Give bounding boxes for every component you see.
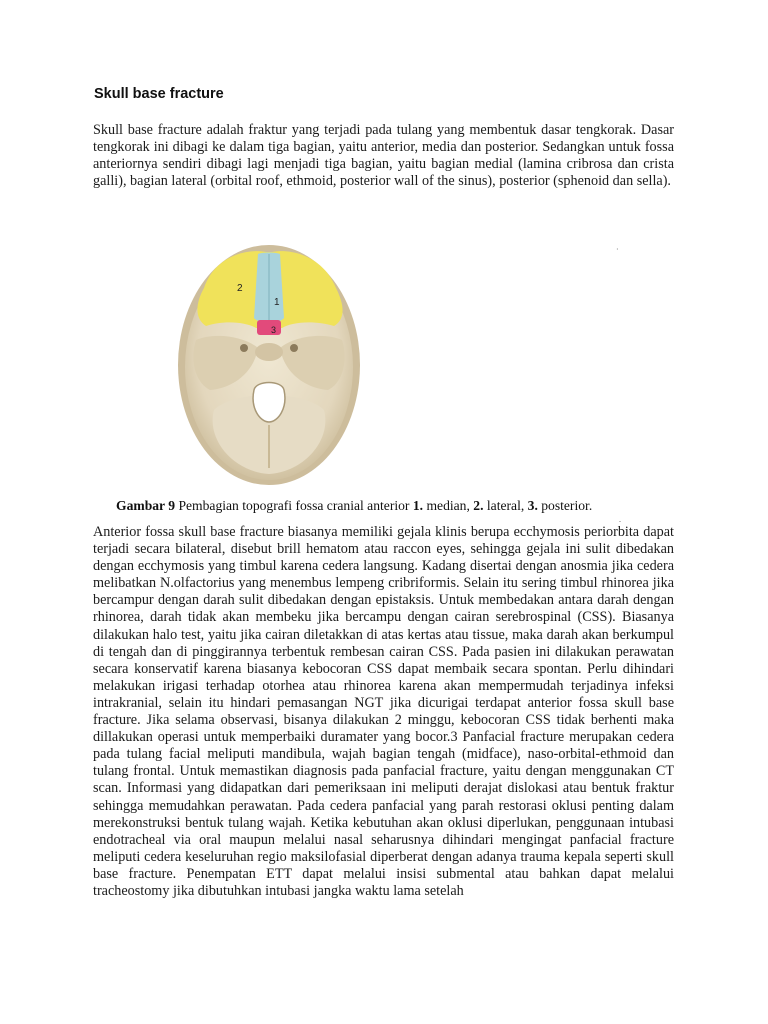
section-heading: Skull base fracture xyxy=(94,86,224,102)
stray-mark: · xyxy=(616,245,619,254)
posterior-fossa-region xyxy=(257,320,281,335)
caption-n1: 1. xyxy=(412,498,424,513)
figure-caption xyxy=(116,498,592,514)
caption-n2: 2. xyxy=(473,498,484,513)
body-paragraph: Anterior fossa skull base fracture biasanya memiliki gejala klinis berupa ecchymosis periorbita dapat terjadi secara bilateral, disebut brill hematom atau raccon eyes, sehingga gejala ini sulit dibedakan dengan ecchymosis yang timbul karena cedera langsung. Kadang disertai dengan anosmia jika cedera melibatkan N.olfactorius yang menembus lempeng cribriformis. Selain itu sering timbul rhinorea jika bercampur dengan darah sulit dibedakan dengan epistaksis. Untuk membedakan antara darah dengan rhinorea, darah tidak akan membeku jika bercampu dengan cairan serebrospinal (CSS). Biasanya dilakukan halo test, yaitu jika cairan diletakkan di atas kertas atau tissue, maka darah akan berkumpul di tengah dan di pinggirannya terbentuk rembesan cairan CSS. Pada pasien ini dilakukan perawatan secara konservatif karena biasanya kebocoran CSS dapat membaik secara spontan. Perlu dihindari melakukan irigasi terhadap otorhea atau rhinorea karena akan mempermudah terjadinya infeksi intrakranial, selain itu hindari pemasangan NGT jika dicurigai terdapat anterior fossa skull base fracture. Jika selama observasi, bisanya dilakukan 2 minggu, kebocoran CSS tidak berhenti maka dillakukan operasi untuk memperbaiki duramater yang bocor.3 Panfacial fracture merupakan cedera pada tulang facial meliputi mandibula, wajah bagian tengah (midface), naso-orbital-ethmoid dan tulang frontal. Untuk memastikan diagnosis pada panfacial fracture, yaitu dengan menggunakan CT scan. Informasi yang didapatkan dari pemeriksaan ini meliputi derajat dislokasi atau bentuk fraktur sehingga memudahkan perawatan. Pada cedera panfacial yang parah restorasi oklusi penting dalam merekonstruksi bentuk tulang wajah. Ketika kebutuhan akan oklusi diperlukan, penggunaan intubasi endotracheal via oral maupun melalui nasal seharusnya dihindari mengingat panfacial fracture meliputi cedera keseluruhan regio maksilofasial diperberat dengan adanya trauma kepala seperti skull base fracture. Penempatan ETT dapat melalui insisi submental atau bahkan dapat melalui tracheostomy jika dibutuhkan intubasi jangka waktu lama setelah xyxy=(93,524,674,899)
skull-base-illustration xyxy=(174,240,364,490)
label-1: 1 xyxy=(274,297,280,308)
sella-turcica xyxy=(255,343,283,361)
label-2: 2 xyxy=(237,283,243,294)
foramen-left xyxy=(240,344,248,352)
caption-t2: lateral, xyxy=(483,498,528,513)
intro-paragraph: Skull base fracture adalah fraktur yang terjadi pada tulang yang membentuk dasar tengkorak. Dasar tengkorak ini dibagi ke dalam tiga bagian, yaitu anterior, media dan posterior. Sedangkan untuk fossa anteriornya sendiri dibagi lagi menjadi tiga bagian, yaitu bagian medial (lamina cribrosa dan crista galli), bagian lateral (orbital roof, ethmoid, posterior wall of the sinus), posterior (sphenoid dan sella). xyxy=(93,122,674,190)
caption-text: Pembagian topografi fossa cranial anterior xyxy=(175,498,413,513)
skull-base-figure xyxy=(174,240,364,490)
foramen-right xyxy=(290,344,298,352)
caption-n3: 3. xyxy=(527,498,538,513)
caption-t3: posterior. xyxy=(537,498,593,513)
caption-t1: median, xyxy=(423,498,474,513)
stray-dot: . xyxy=(619,515,621,524)
foramen-magnum xyxy=(253,383,285,423)
caption-prefix: Gambar 9 xyxy=(116,498,176,513)
label-3: 3 xyxy=(271,325,277,335)
